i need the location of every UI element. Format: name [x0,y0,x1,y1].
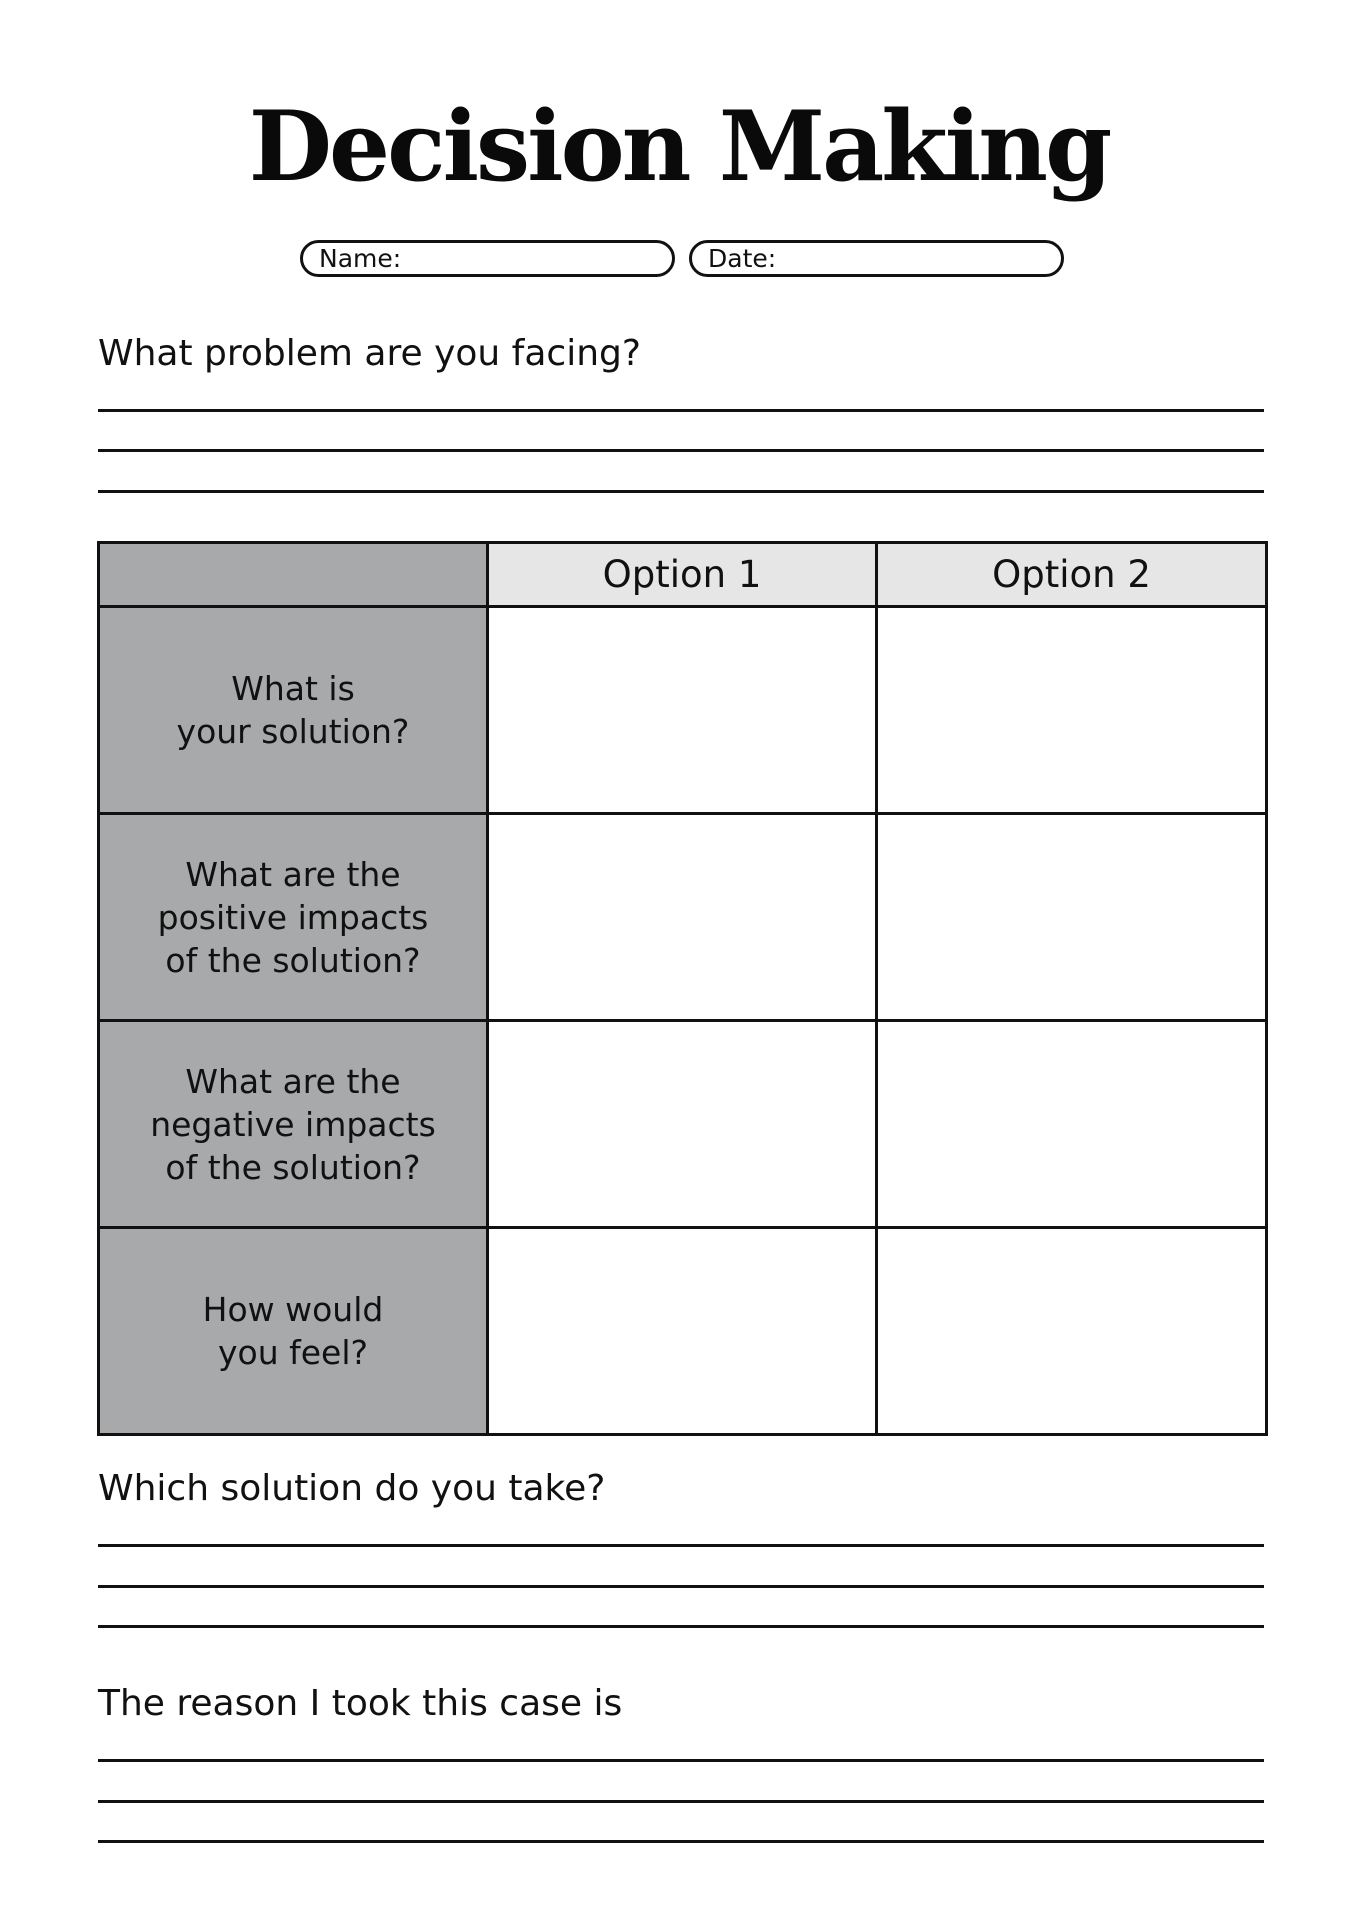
reason-answer-line-3[interactable] [98,1840,1264,1843]
row-label-negative: What are the negative impacts of the solution? [99,1021,488,1228]
table-row-feel [99,1228,1267,1435]
problem-answer-line-2[interactable] [98,449,1264,452]
table-header-row [99,543,1267,607]
reason-answer-line-2[interactable] [98,1800,1264,1803]
date-label: Date: [708,244,777,273]
which-solution-question: Which solution do you take? [98,1468,606,1509]
table-row-solution [99,607,1267,814]
option-1-solution-cell[interactable] [488,607,877,814]
problem-question: What problem are you facing? [98,333,641,374]
problem-answer-line-3[interactable] [98,490,1264,493]
row-label-positive: What are the positive impacts of the solution? [99,814,488,1021]
option-2-negative-cell[interactable] [877,1021,1267,1228]
table-row-negative [99,1021,1267,1228]
decision-table [97,541,1268,1436]
page-title: Decision Making [248,90,1110,203]
option-1-positive-cell[interactable] [488,814,877,1021]
solution-answer-line-3[interactable] [98,1625,1264,1628]
solution-answer-line-2[interactable] [98,1585,1264,1588]
option-2-positive-cell[interactable] [877,814,1267,1021]
name-field[interactable] [300,240,675,277]
row-label-solution: What is your solution? [99,607,488,814]
option-1-header: Option 1 [488,543,877,607]
problem-answer-line-1[interactable] [98,409,1264,412]
solution-answer-line-1[interactable] [98,1544,1264,1547]
reason-question: The reason I took this case is [98,1683,623,1724]
table-row-positive [99,814,1267,1021]
date-field[interactable] [689,240,1064,277]
name-label: Name: [319,244,402,273]
option-2-solution-cell[interactable] [877,607,1267,814]
reason-answer-line-1[interactable] [98,1759,1264,1762]
table-corner-cell [99,543,488,607]
row-label-feel: How would you feel? [99,1228,488,1435]
option-2-feel-cell[interactable] [877,1228,1267,1435]
option-2-header: Option 2 [877,543,1267,607]
option-1-feel-cell[interactable] [488,1228,877,1435]
option-1-negative-cell[interactable] [488,1021,877,1228]
